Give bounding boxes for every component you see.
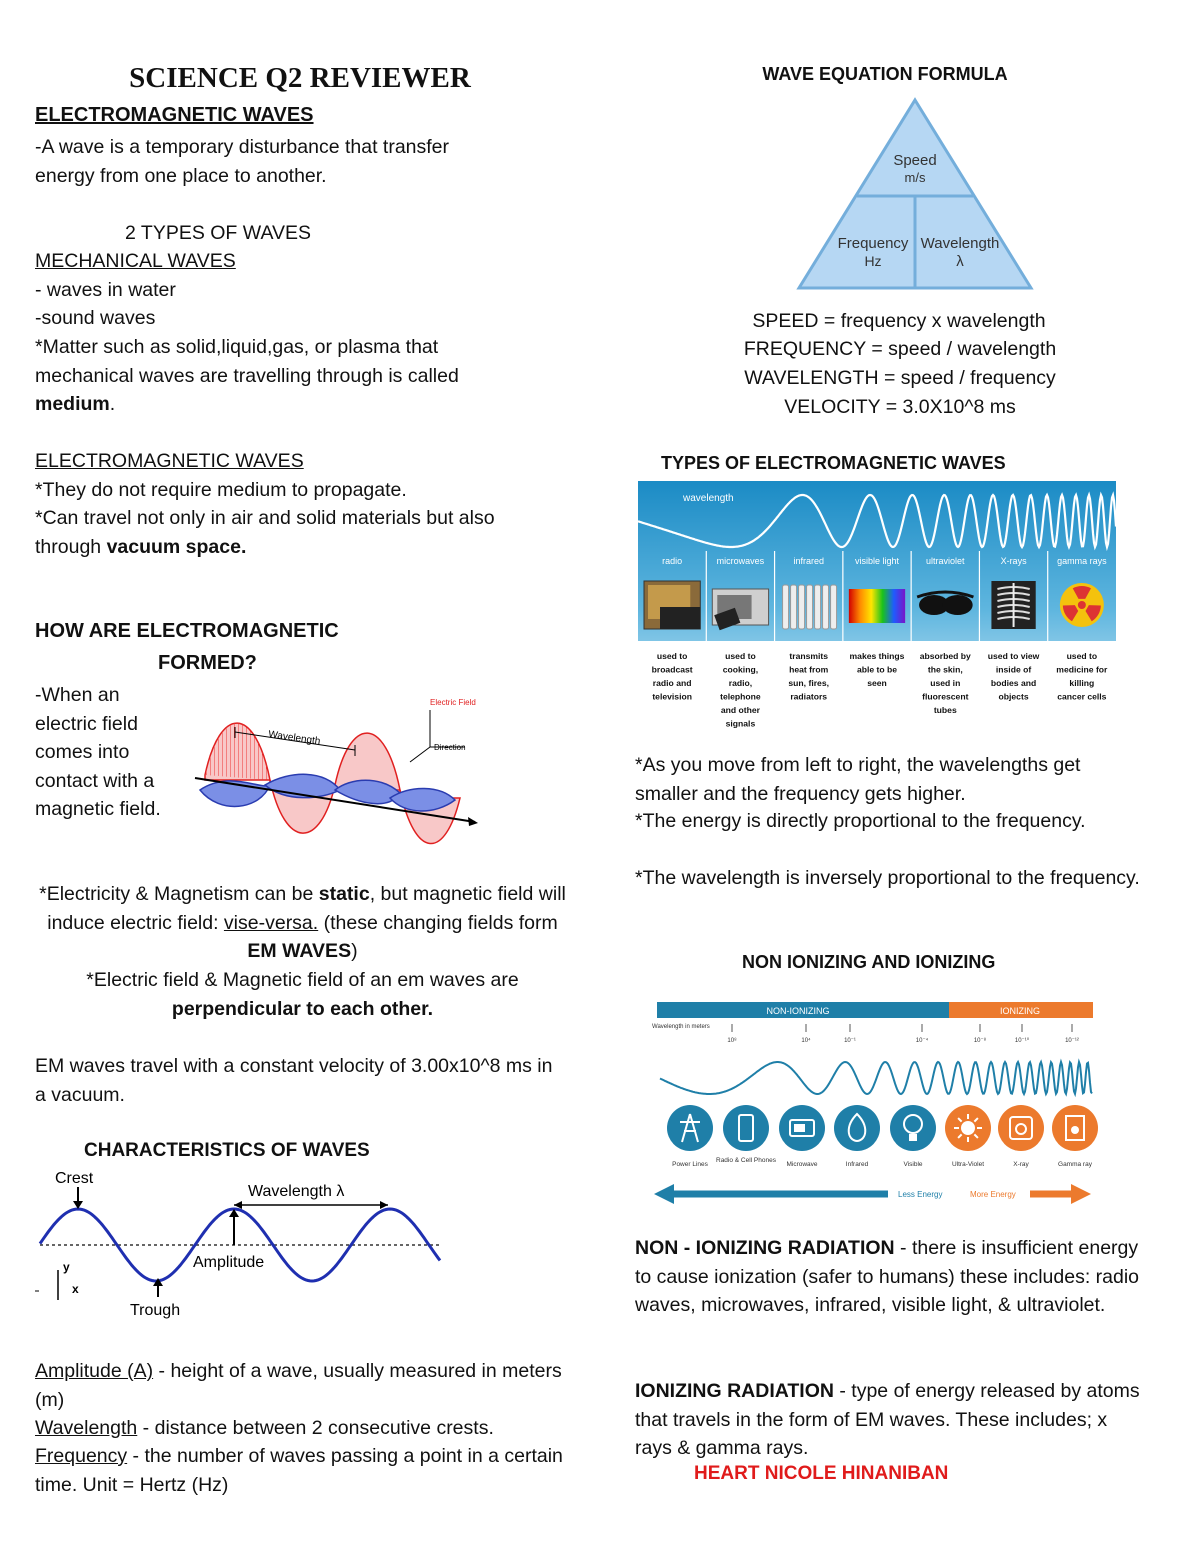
xray-icon [991, 581, 1035, 629]
microwave-icon [779, 1105, 825, 1151]
band-use-line: radiators [790, 691, 828, 702]
less-energy-label: Less Energy [898, 1190, 943, 1199]
band-use-line: radio, [728, 678, 753, 688]
matter-paragraph [35, 333, 535, 419]
band-use-line: fluorescent [922, 691, 969, 702]
band-use-line: inside of [995, 664, 1032, 675]
band-name: gamma rays [1057, 556, 1107, 566]
band-use-line: television [652, 691, 692, 702]
band-use-line: bodies and [990, 678, 1037, 688]
ionizing-text: - type of energy released by atoms that travels in the form of EM waves. These includes; x rays & gamma rays. [635, 1380, 1140, 1460]
phone-icon [723, 1105, 769, 1151]
tri-speed-unit: m/s [904, 170, 926, 185]
ionizing-heading: NON IONIZING AND IONIZING [742, 952, 996, 972]
crest-label: Crest [55, 1170, 94, 1187]
wavelength-meters-label: Wavelength in meters [652, 1024, 710, 1030]
band-use-line: objects [998, 691, 1029, 702]
mechanical-item-1: - waves in water [35, 279, 176, 301]
source-label: X-ray [1013, 1161, 1029, 1168]
radio-icon [644, 581, 700, 629]
equation-3: WAVELENGTH = speed / frequency [744, 367, 1056, 389]
medium-term: medium [35, 393, 110, 416]
formula-triangle [795, 96, 1035, 296]
em-fact-2 [35, 504, 555, 561]
tick-label: 10⁻¹⁰ [1014, 1038, 1030, 1044]
band-use-line: sun, fires, [788, 678, 830, 688]
radiation-icon [1060, 583, 1104, 627]
ionizing-label: IONIZING [1000, 1006, 1040, 1016]
amplitude-term: Amplitude (A) [35, 1360, 154, 1382]
band-use-line: absorbed by [919, 651, 971, 661]
x-axis-label: x [72, 1282, 79, 1296]
vacuum-term: vacuum space. [106, 535, 247, 558]
matter-text: *Matter such as solid,liquid,gas, or plasma that mechanical waves are travelling through is called [35, 336, 459, 387]
band-use-line: seen [867, 678, 887, 688]
power-line-icon [667, 1105, 713, 1151]
ionizing-wave [660, 1062, 1092, 1094]
perp-term: perpendicular to each other. [171, 997, 434, 1020]
spectrum-note-3: *The wavelength is inversely proportional to the frequency. [635, 867, 1140, 889]
source-label: Ultra-Violet [951, 1161, 985, 1168]
source-label: Radio & Cell Phones [716, 1157, 776, 1164]
amplitude-definition [35, 1357, 565, 1414]
wavelength-term: Wavelength [35, 1417, 138, 1439]
equation-1-text: SPEED = frequency x wavelength [752, 310, 1046, 332]
band-use-line: medicine for [1056, 664, 1108, 675]
band-use-line: cooking, [722, 664, 759, 675]
radiator-icon [783, 585, 837, 629]
band-use-line: transmits [789, 651, 829, 661]
rainbow-icon [849, 589, 905, 623]
spectrum-note-2: *The energy is directly proportional to the frequency. [635, 810, 1086, 832]
non-ionizing-text: - there is insufficient energy to cause ionization (safer to humans) these includes: radio waves, microwaves, infrared, visible light, & ultraviolet. [635, 1237, 1140, 1317]
equation-2: FREQUENCY = speed / wavelength [743, 338, 1057, 360]
frequency-term: Frequency [35, 1445, 128, 1467]
band-use-line: heat from [789, 664, 829, 675]
xray-icon [998, 1105, 1044, 1151]
how-heading-1: HOW ARE ELECTROMAGNETIC [35, 620, 339, 642]
how-text: -When an electric field comes into contact with a magnetic field. [35, 684, 161, 821]
characteristics-heading: CHARACTERISTICS OF WAVES [84, 1140, 370, 1161]
tri-frequency-unit: Hz [864, 253, 882, 269]
electric-field-label: Electric Field [430, 698, 476, 707]
band-use-line: the skin, [927, 664, 963, 675]
band-name: microwaves [716, 556, 765, 566]
band-use-line: tubes [933, 705, 957, 715]
equation-1 [600, 307, 1200, 336]
mechanical-heading: MECHANICAL WAVES [35, 250, 236, 272]
em-diagram-wavelength-label: Wavelength [267, 729, 322, 748]
band-name: infrared [793, 556, 824, 566]
more-energy-label: More Energy [970, 1190, 1016, 1199]
light-bulb-icon [890, 1105, 936, 1151]
equation-4: VELOCITY = 3.0X10^8 ms [784, 396, 1016, 418]
band-use-line: and other [720, 705, 761, 715]
formula-heading [620, 64, 1200, 85]
em-fact-1: *They do not require medium to propagate. [35, 479, 407, 501]
perp-text: *Electric field & Magnetic field of an em waves are [86, 969, 519, 991]
band-use-line: radio and [652, 678, 692, 688]
perpendicular-paragraph [35, 966, 570, 1023]
band-use-line: cancer cells [1057, 691, 1107, 702]
microwave-icon [712, 589, 768, 630]
em-spectrum-diagram [638, 481, 1116, 729]
em-subheading: ELECTROMAGNETIC WAVES [35, 450, 304, 472]
velocity-paragraph: EM waves travel with a constant velocity of 3.00x10^8 ms in a vacuum. [35, 1055, 553, 1106]
page-title: SCIENCE Q2 REVIEWER [129, 62, 471, 94]
band-use-line: used to view [987, 651, 1040, 661]
em-fact-2-text: *Can travel not only in air and solid materials but also through [35, 507, 495, 558]
band-use-line: able to be [856, 664, 898, 675]
tick-label: 10⁸ [727, 1038, 737, 1044]
source-label: Infrared [845, 1161, 869, 1168]
formula-heading-text: WAVE EQUATION FORMULA [762, 64, 1008, 84]
static-text-a: *Electricity & Magnetism can be [39, 883, 319, 905]
static-text-c: , but magnetic field will induce electric field: [47, 883, 566, 934]
y-axis-label: y [63, 1260, 70, 1274]
wavelength-text: - distance between 2 consecutive crests. [137, 1417, 494, 1439]
band-use-line: signals [725, 718, 756, 729]
types-heading: 2 TYPES OF WAVES [125, 222, 312, 244]
band-use-line: used in [930, 678, 961, 688]
radiation-icon [1052, 1105, 1098, 1151]
band-name: radio [662, 556, 683, 566]
characteristics-diagram [30, 1165, 450, 1325]
non-ionizing-definition [635, 1234, 1140, 1320]
em-wave-diagram [190, 690, 490, 860]
band-name: X-rays [1000, 556, 1027, 566]
source-label: Visible [903, 1161, 923, 1168]
trough-label: Trough [130, 1302, 181, 1319]
tick-label: 10⁻¹² [1065, 1038, 1079, 1044]
em-heading: ELECTROMAGNETIC WAVES [35, 104, 314, 126]
band-use-line: telephone [720, 691, 761, 702]
band-use-line: used to [725, 651, 756, 661]
tri-wavelength: Wavelength [920, 235, 1000, 252]
tick-label: 10⁴ [801, 1038, 811, 1044]
amplitude-text: - height of a wave, usually measured in meters (m) [35, 1360, 562, 1411]
non-ionizing-term: NON - IONIZING RADIATION [635, 1237, 895, 1259]
spectrum-note-1: *As you move from left to right, the wavelengths get smaller and the frequency gets higher. [635, 754, 1081, 805]
band-use-line: used to [656, 651, 688, 661]
static-text-e: (these changing fields form [318, 911, 558, 934]
wavelength-definition [35, 1414, 565, 1443]
flame-icon [834, 1105, 880, 1151]
source-label: Power Lines [672, 1161, 708, 1168]
band-name: ultraviolet [926, 556, 965, 566]
sun-icon [945, 1105, 991, 1151]
wave-definition: -A wave is a temporary disturbance that transfer energy from one place to another. [35, 136, 450, 187]
source-label: Gamma ray [1058, 1161, 1092, 1168]
band-use-line: makes things [849, 651, 905, 661]
amplitude-label: Amplitude [193, 1254, 265, 1271]
static-term: static [318, 883, 370, 905]
wavelength-label: Wavelength λ [248, 1183, 345, 1200]
tick-label: 10⁻⁴ [915, 1038, 929, 1044]
band-name: visible light [854, 556, 900, 566]
mechanical-item-2: -sound waves [35, 307, 156, 329]
author-name: HEART NICOLE HINANIBAN [694, 1463, 949, 1484]
tick-label: 10⁻¹ [844, 1038, 856, 1044]
ionizing-term: IONIZING RADIATION [635, 1380, 834, 1402]
vise-versa-term: vise-versa. [223, 911, 319, 934]
ionizing-definition [635, 1377, 1140, 1463]
band-use-line: broadcast [651, 664, 693, 675]
direction-label: Direction [434, 743, 466, 752]
ionizing-diagram [650, 998, 1095, 1210]
how-heading-2: FORMED? [158, 652, 257, 674]
matter-end: . [109, 393, 116, 416]
tri-speed: Speed [893, 152, 937, 169]
static-paragraph [35, 880, 570, 966]
tri-wavelength-unit: λ [956, 253, 964, 270]
em-waves-term: EM WAVES [247, 940, 352, 963]
frequency-definition [35, 1442, 565, 1499]
non-ionizing-label: NON-IONIZING [766, 1006, 830, 1016]
band-use-line: killing [1069, 678, 1095, 688]
frequency-text: - the number of waves passing a point in a certain time. Unit = Hertz (Hz) [35, 1445, 563, 1496]
source-label: Microwave [786, 1161, 818, 1168]
tri-frequency: Frequency [837, 235, 909, 252]
types-em-heading: TYPES OF ELECTROMAGNETIC WAVES [661, 453, 1006, 473]
spectrum-wavelength-label: wavelength [683, 493, 734, 504]
static-text-g: ) [351, 940, 358, 963]
band-use-line: used to [1066, 651, 1098, 661]
tick-label: 10⁻⁸ [973, 1038, 987, 1044]
